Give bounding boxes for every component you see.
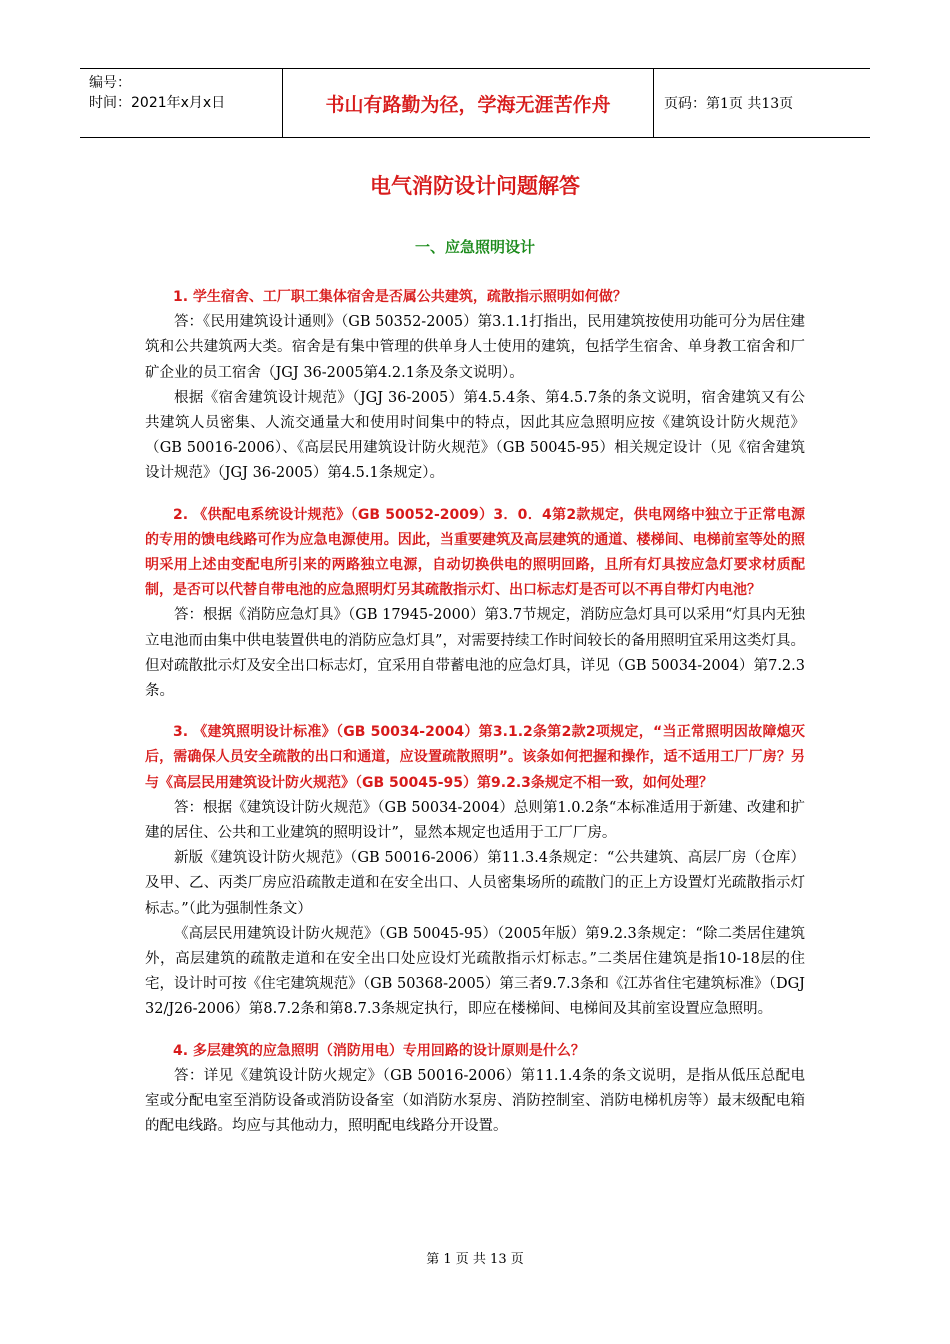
answer-2: 答：根据《消防应急灯具》（GB 17945-2000）第3.7节规定，消防应急灯具可以采用“灯具内无独立电池而由集中供电装置供电的消防应急灯具”，对需要持续工作时间较长的备用照明宜采用这类灯具。但对疏散批示灯及安全出口标志灯，宜采用自带蓄电池的应急灯具，详见（GB 50034-2004）第7.2.3条。 (145, 607, 805, 700)
document-title: 电气消防设计问题解答 (370, 174, 580, 198)
page-header (80, 68, 870, 138)
question-2: 2. 《供配电系统设计规范》（GB 50052-2009）3．0．4第2款规定，供电网络中独立于正常电源的专用的馈电线路可作为应急电源使用。因此，当重要建筑及高层建筑的通道、楼梯间、电梯前室等处的照明采用上述由变配电所引来的两路独立电源，自动切换供电的照明回路，且所有灯具按应急灯要求材质配制，是否可以代替自带电池的应急照明灯另其疏散指示灯、出口标志灯是否可以不再自带灯内电池？ (145, 506, 805, 599)
number-label: 编号： (89, 75, 131, 91)
section-heading: 一、应急照明设计 (414, 238, 535, 256)
time-label: 时间：2021年x月x日 (89, 95, 226, 111)
page-footer: 第 1 页 共 13 页 (426, 1252, 524, 1267)
question-3: 3. 《建筑照明设计标准》（GB 50034-2004）第3.1.2条第2款2项规定，“当正常照明因故障熄灭后，需确保人员安全疏散的出口和通道，应设置疏散照明”。该条如何把握和操作，适不适用工厂厂房？另与《高层民用建筑设计防火规范》（GB 50045-95）第9.2.3条规定不相一致，如何处理？ (145, 724, 805, 791)
question-1: 1. 学生宿舍、工厂职工集体宿舍是否属公共建筑，疏散指示照明如何做？ (173, 289, 627, 305)
header-meta (80, 69, 283, 137)
answer-1-paragraph-1: 答：《民用建筑设计通则》（GB 50352-2005）第3.1.1打指出，民用建筑按使用功能可分为居住建筑和公共建筑两大类。宿舍是有集中管理的供单身人士使用的建筑，包括学生宿舍、单身教工宿舍和厂矿企业的员工宿舍（JGJ 36-2005第4.2.1条及条文说明）。 (145, 314, 805, 381)
question-4: 4. 多层建筑的应急照明（消防用电）专用回路的设计原则是什么？ (173, 1042, 585, 1059)
answer-4: 答：详见《建筑设计防火规定》（GB 50016-2006）第11.1.4条的条文说明，是指从低压总配电室或分配电室至消防设备或消防设备室（如消防水泵房、消防控制室、消防电梯机房等）最末级配电箱的配电线路。均应与其他动力，照明配电线路分开设置。 (145, 1067, 805, 1135)
answer-3-paragraph-1: 答：根据《建筑设计防火规范》（GB 50034-2004）总则第1.0.2条“本标准适用于新建、改建和扩建的居住、公共和工业建筑的照明设计”，显然本规定也适用于工厂厂房。 (145, 799, 805, 842)
answer-3-paragraph-3: 《高层民用建筑设计防火规范》（GB 50045-95）（2005年版）第9.2.3条规定：“除二类居住建筑外，高层建筑的疏散走道和在安全出口处应设灯光疏散指示灯标志。”二类居住建筑是指10-18层的住宅，设计时可按《住宅建筑规范》（GB 50368-2005）第三者9.7.3条和《江苏省住宅建筑标准》（DGJ 32/J26-2006）第8.7.2条和第8.7.3条规定执行，即应在楼梯间、电梯间及其前室设置应急照明。 (145, 925, 805, 1018)
answer-1-paragraph-2: 根据《宿舍建筑设计规范》（JGJ 36-2005）第4.5.4条、第4.5.7条的条文说明，宿舍建筑又有公共建筑人员密集、人流交通量大和使用时间集中的特点，因此其应急照明应按《建筑设计防火规范》（GB 50016-2006）、《高层民用建筑设计防火规范》（GB 50045-95）相关规定设计（见《宿舍建筑设计规范》（JGJ 36-2005）第4.5.1条规定）。 (145, 389, 805, 482)
header-motto: 书山有路勤为径，学海无涯苦作舟 (283, 69, 654, 137)
header-page-info: 页码：第1页 共13页 (664, 96, 794, 112)
document-body (145, 285, 805, 1140)
answer-3-paragraph-2: 新版《建筑设计防火规范》（GB 50016-2006）第11.3.4条规定：“公共建筑、高层厂房（仓库）及甲、乙、丙类厂房应沿疏散走道和在安全出口、人员密集场所的疏散门的正上方设置灯光疏散指示灯标志。”（此为强制性条文） (145, 850, 805, 917)
